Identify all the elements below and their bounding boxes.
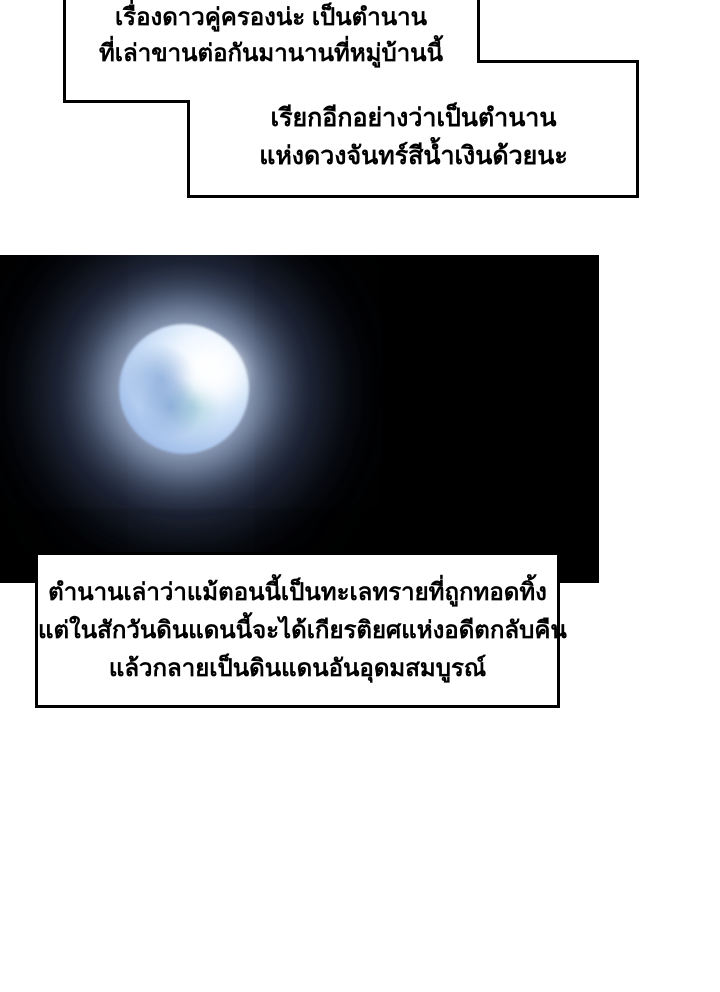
comic-panel-night-sky <box>0 255 599 583</box>
narration-box-top-left <box>66 0 476 72</box>
narration-line: แล้วกลายเป็นดินแดนอันอุดมสมบูรณ์ <box>108 655 487 682</box>
narration-box-bottom <box>35 552 567 708</box>
narration-line: ที่เล่าขานต่อกันมานานที่หมู่บ้านนี้ <box>98 40 443 67</box>
narration-line: เรียกอีกอย่างว่าเป็นตำนาน <box>270 104 557 132</box>
narration-box-top-right <box>192 99 635 175</box>
narration-line: ตำนานเล่าว่าแม้ตอนนี้เป็นทะเลทรายที่ถูกทอดทิ้ง <box>48 579 547 606</box>
narration-line: แต่ในสักวันดินแดนนี้จะได้เกียรติยศแห่งอดีตกลับคืน <box>38 617 567 644</box>
narration-line: เรื่องดาวคู่ครองน่ะ เป็นตำนาน <box>114 4 428 31</box>
moon-highlight <box>178 337 256 409</box>
narration-line: แห่งดวงจันทร์สีน้ำเงินด้วยนะ <box>259 142 568 170</box>
